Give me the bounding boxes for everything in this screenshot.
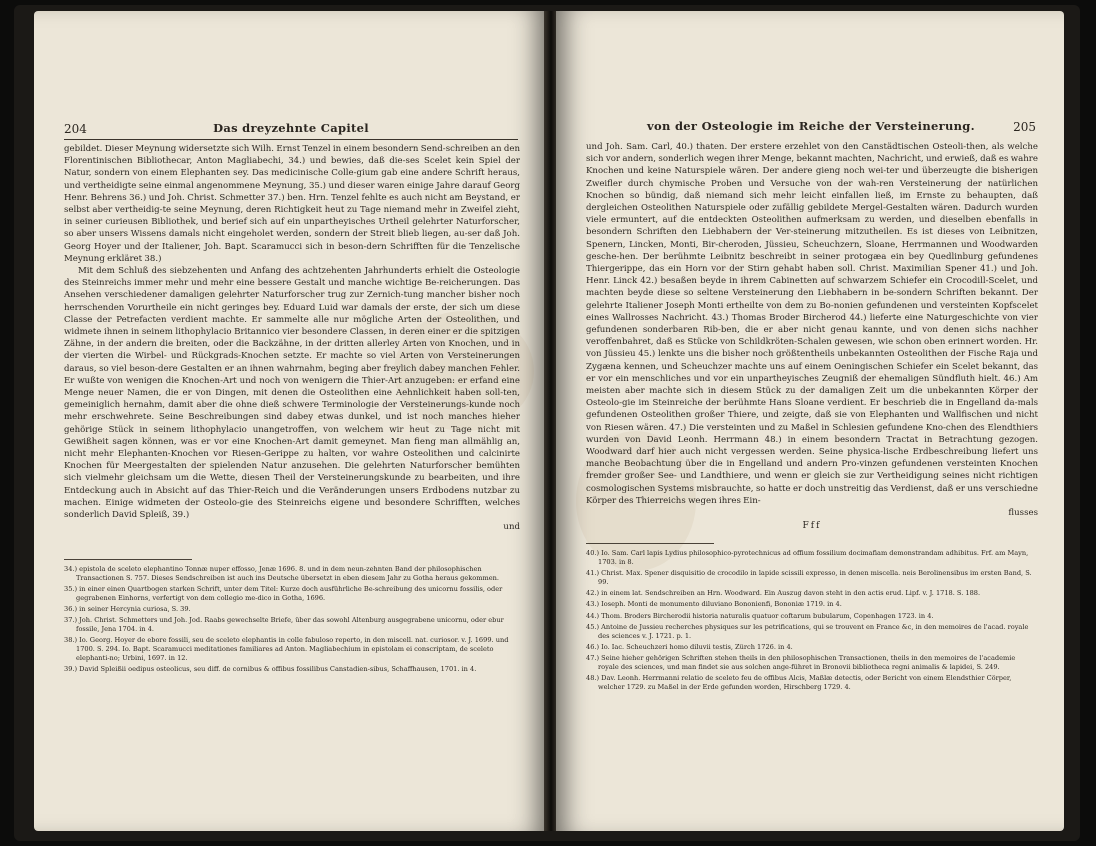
footnote-41: 41.) Christ. Max. Spener disquisitio de crocodilo in lapide scissili expresso, in denen miscella. neis Berolinensibus im ersten Band, S. 99. [586,569,1032,586]
footnote-40: 40.) Io. Sam. Carl lapis Lydius philosophico-pyrotechnicus ad offium fossilium docimafiam demonstrandam adhibitus. Frf. am Mayn, 1703. in 8. [586,549,1029,566]
footnote-42: 42.) in einem lat. Sendschreiben an Hrn. Woodward. Ein Auszug davon steht in den actis erud. Lipf. v. J. 1718. S. 188. [586,589,981,597]
open-book [14,5,1080,841]
footnote-45: 45.) Antoine de Jussieu recherches physiques sur les petrifications, qui se trouvent en France &c, in den memoires de l'acad. royale des sciences v. J. 1721. p. 1. [586,622,1029,640]
footnote-35: 35.) in einer einen Quartbogen starken Schrift, unter dem Titel: Kurze doch ausführliche Be-schreibung des unicornu fossilis, oder gegrabenen Einhorns, verfertigt von dem collegio me-dico in Gotha, 1696. [64,585,503,602]
footnote-46: 46.) Io. Iac. Scheuchzeri homo diluvii testis, Zürch 1726. in 4. [586,642,793,651]
left-chapter-title: Das dreyzehnte Capitel [213,121,369,135]
left-paragraph-1: gebildet. Dieser Meynung widersetzte sich Wilh. Ernst Tenzel in einem besondern Send-schreiben an den Florentinischen Bibliothecar, Anton Magliabechi, 34.) und bewies, daß die-ses Scelet kein Spiel der Natur, sondern von einem Elephanten sey. Das medicinische Colle-gium gab eine andere Schrift heraus, und vertheidigte seine einmal angenommene Meynung, 35.) und dieser waren einige Jahre darauf Georg Henr. Behrens 36.) und Joh. Christ. Schmetter 37.) ben. Hrn. Tenzel fehlte es auch nicht am Beystand, er selbst aber vertheidig-te seine Meynung, deren Richtigkeit heut zu Tage niemand mehr in Zweifel zieht, in seiner curieusen Bibliothek, und berief sich auf ein unpartheyisches Urtheil gelehrter Naturforscher, so aber unsers Wissens damals nicht eingeholet werden, sondern der Streit blieb liegen, au-ser daß Joh. Georg Hoyer und der Italiener, Joh. Bapt. Scaramucci sich in beson-dern Schrifften für die Tenzelische Meynung erkläret 38.) [64,144,520,264]
footnote-rule [64,559,192,560]
right-page-number: 205 [1013,120,1036,134]
left-page-top-margin [34,11,546,119]
left-page [34,11,546,831]
footnote-39: 39.) David Spleißii oedipus osteolicus, seu diff. de cornibus & offibus fossilibus Canstadien-sibus, Schaffhausen, 1701. in 4. [64,665,477,673]
right-chapter-title: von der Osteologie im Reiche der Versteinerung. [647,119,975,133]
left-body-text [64,143,520,534]
footnote-44: 44.) Thom. Broders Bircherodii historia naturalis quatuor coftarum bubularum, Copenhagen 1723. in 4. [586,611,934,620]
right-paragraph-1: und Joh. Sam. Carl, 40.) thaten. Der erstere erzehlet von den Canstädtischen Osteoli-then, als welche sich vor andern, sonderlich wegen ihrer Menge, bekannt machten, Nachricht, und erwieß, daß es wahre Knochen und keine Naturspiele wären. Der andere gieng noch wei-ter und überzeugte die bisherigen Zweifler durch chymische Proben und Versuche von der wah-ren Versteinerung der natürlichen Knochen so bündig, daß niemand sich mehr leicht einfallen ließ, im Ernste zu behaupten, daß dergleichen Osteolithen Naturspiele oder zufällig gebildete Mergel-Gestalten wären. Dadurch wurden viele ermuntert, auf die entdeckten Osteolithen aufmerksam zu werden, und dieselben ebenfalls in besondern Schriften den Liebhabern der Ver-steinerung mitzutheilen. Es ist dieses von Leibnitzen, Spenern, Lincken, Monti, Bir-cheroden, Jüssieu, Scheuchzern, Sloane, Herrmannen und Woodwarden gesche-hen. Der berühmte Leibnitz beschreibt in seiner protogæa ein bey Quedlinburg gefundenes Thiergerippe, das ein Horn vor der Stirn gehabt haben soll. Christ. Maximilian Spener 41.) und Joh. Henr. Linck 42.) besaßen beyde in ihrem Cabinetten auf schwarzem Schiefer ein Crocodill-Scelet, und machten beyde diese so seltene Versteinerung den Liebhabern in be-sondern Schriften bekannt. Der gelehrte Italiener Joseph Monti ertheilte von dem zu Bo-nonien gefundenen und versteinten Kopfscelet eines Wallrosses Nachricht. 43.) Thomas Broder Bircherod 44.) lieferte eine Naturgeschichte von vier gefundenen sonderbaren Rib-ben, die er aber nicht genau kannte, und von denen sichs nachher veroffenbahret, daß es Stücke von Schildkröten-Schalen gewesen, wie schon oben erinnert worden. Hr. von Jüssieu 45.) lenkte uns die bisher noch größtentheils unbekannten Osteolithen der Fische Raja und Zygæna kennen, und Scheuchzer machte uns auf einem Oeningischen Schiefer ein Scelet bekannt, das er vor ein menschliches und vor ein unpartheyisches Zeugniß der ehemaligen Sündfluth hielt. 46.) Am meisten aber machte sich in diesem Stück zu der damaligen Zeit um die unbekannten Körper der Osteolo-gie im Steinreiche der berühmte Hans Sloane verdient. Er beschrieb die in Engelland da-mals gefundenen Osteolithen großer Thiere, und zeigte, daß sie von Elephanten und Wallfischen und nicht von Riesen wären. 47.) Die versteinten und zu Maßel in Schlesien gefundene Kno-chen des Elendthiers wurden von David Leonh. Herrmann 48.) in einem besondern Tractat in Betrachtung gezogen. Woodward darf hier auch nicht vergessen werden. Seine physica-lische Erdbeschreibung liefert uns manche Beobachtung über die in Engelland und andern Pro-vinzen gefundenen versteinten Knochen fremder großer See- und Landthiere, und wenn er gleich sie zur Vertheidigung seines nicht richtigen cosmologischen Systems misbrauchte, so hatte er doch unstreitig das Verdienst, daß er uns verschiedne Körper des Thierreichs wegen ihres Ein- [586,142,1038,506]
left-footnotes [64,559,520,676]
left-page-number: 204 [64,122,87,136]
footnote-43: 43.) Ioseph. Monti de monumento diluviano Bononienfi, Bononiæ 1719. in 4. [586,600,842,609]
right-page-top-margin [556,11,1064,119]
right-catchword: flusses [1008,508,1038,519]
footnote-37: 37.) Joh. Christ. Schmetters und Joh. Jod. Raabs gewechselte Briefe, über das sowohl Altenburg ausgegrabene unicornu, oder ebur fossile, Jena 1704. in 4. [64,616,504,633]
left-catchword: und [503,522,520,533]
right-body-text [586,141,1038,533]
footnote-rule [586,543,714,544]
right-page [556,11,1064,831]
footnote-47: 47.) Seine hieher gehörigen Schriften stehen theils in den philosophischen Transactionen, theils in den memoires de l'academie royale des sciences, und man findet sie aus solchen ange-führet in Bronovii bibliotheca regni animalis & lapidei, S. 249. [586,654,1016,671]
right-footnotes [586,543,1038,694]
left-paragraph-2: Mit dem Schluß des siebzehenten und Anfang des achtzehenten Jahrhunderts erhielt die Osteologie des Steinreichs immer mehr und mehr eine bessere Gestalt und manche wichtige Be-reicherungen. Das Ansehen verschiedener damaligen gelehrter Naturforscher trug zur Zernich-tung mancher bisher noch herrschenden Vorurtheile ein nicht geringes bey. Eduard Luid war damals der erste, der sich um diese Classe der Petrefacten verdient machte. Er sammelte alle nur mögliche Arten der Osteolithen, und widmete ihnen in seinem lithophylacio Britannico vier besondere Classen, in deren einer er die spitzigen Zähne, in der andern die breiten, oder die Backzähne, in der dritten allerley Arten von Knochen, und in der vierten die Wirbel- und Rückgrads-Knochen setzte. Er machte so viel Arten von Versteinerungen daraus, so viel beson-dere Gestalten er an ihnen wahrnahm, beging aber freylich dabey manchen Fehler. Er wußte von wenigen die Knochen-Art und noch von wenigern die Thier-Art anzugeben: er erfand eine Menge neuer Namen, die er von Dingen, mit denen die Osteolithen eine Aehnlichkeit haben soll-ten, gemeiniglich hernahm, damit aber die ohne dieß schwere Terminologie der Versteinerungs-kunde noch mehr erschwehrete. Seine Beschreibungen sind dabey etwas dunkel, und ist noch manches hieher gehörige Stück in seinem lithophylacio unangetroffen, von welchem wir heut zu Tage nicht mit Gewißheit sagen können, was er vor eine Knochen-Art damit gemeynet. Man fieng man allmählig an, nicht mehr Elephanten-Knochen vor Riesen-Gerippe zu halten, vor wahre Osteolithen und calcinirte Knochen für Meergestalten der spielenden Natur anzusehen. Die gelehrten Naturforscher bemühten sich vielmehr gleichsam um die Wette, diesen Theil der Versteinerungskunde zu bearbeiten, und ihre Entdeckung auch in Absicht auf das Thier-Reich und die Veränderungen unsers Erdbodens nutzbar zu machen. Einige widmeten der Osteolo-gie des Steinreichs eigene und besondere Schrifften, welches sonderlich David Spleiß, 39.) [64,266,520,521]
footnote-38: 38.) Io. Georg. Hoyer de ebore fossili, seu de sceleto elephantis in colle fabuloso reperto, in den miscell. nat. curiosor. v. J. 1699. und 1700. S. 294. Io. Bapt. Scaramucci meditationes familiares ad Anton. Magliabechium in epistolam ei conscriptam, de sceleto elephanti-no; Urbini, 1697. in 12. [64,636,509,662]
footnote-34: 34.) epistola de sceleto elephantino Tonnæ nuper effosso, Jenæ 1696. 8. und in dem neun-zehnten Band der philosophischen Transactionen S. 757. Dieses Sendschreiben ist auch ins Deutsche übersetzt in eben diesem Jahr zu Gotha heraus gekommen. [64,565,500,582]
footnote-36: 36.) in seiner Hercynia curiosa, S. 39. [64,605,191,613]
signature-mark: Fff [802,521,822,532]
footnote-48: 48.) Dav. Leonh. Herrmanni relatio de sceleto feu de offibus Alcis, Maßlæ detectis, oder Bericht von einem Elendsthier Cörper, welcher 1729. zu Maßel in der Erde gefunden worden, Hirschberg 1729. 4. [586,674,1012,691]
left-running-head [64,121,518,140]
right-running-head [586,119,1036,137]
